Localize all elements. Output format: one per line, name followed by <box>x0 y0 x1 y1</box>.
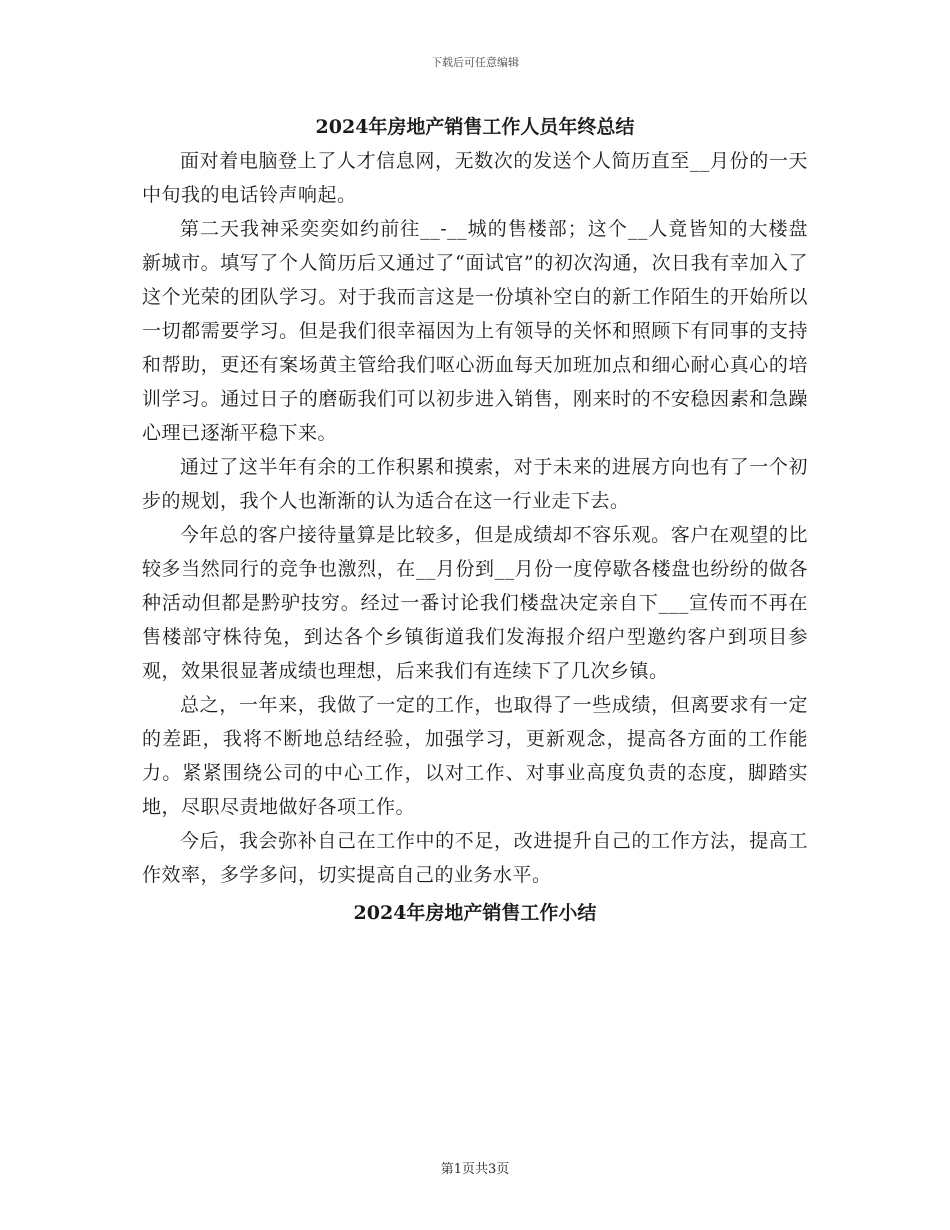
page-header-note: 下载后可任意编辑 <box>431 56 519 69</box>
paragraph-2: 第二天我神采奕奕如约前往__-__城的售楼部；这个__人竟皆知的大楼盘新城市。填写了个人简历后又通过了“面试官”的初次沟通，次日我有幸加入了这个光荣的团队学习。对于我而言这是一份填补空白的新工作陌生的开始所以一切都需要学习。但是我们很幸福因为上有领导的关怀和照顾下有同事的支持和帮助，更还有案场黄主管给我们呕心沥血每天加班加点和细心耐心真心的培训学习。通过日子的磨砺我们可以初步进入销售，刚来时的不安稳因素和急躁心理已逐渐平稳下来。 <box>142 218 808 444</box>
paragraph-6: 今后，我会弥补自己在工作中的不足，改进提升自己的工作方法，提高工作效率，多学多问，切实提高自己的业务水平。 <box>142 830 808 886</box>
section-subtitle: 2024年房地产销售工作小结 <box>353 902 597 924</box>
document-body <box>142 110 808 930</box>
paragraph-3: 通过了这半年有余的工作积累和摸索，对于未来的进展方向也有了一个初步的规划，我个人也渐渐的认为适合在这一行业走下去。 <box>142 456 808 512</box>
document-title: 2024年房地产销售工作人员年终总结 <box>315 116 635 138</box>
paragraph-1: 面对着电脑登上了人才信息网，无数次的发送个人简历直至__月份的一天中旬我的电话铃声响起。 <box>142 150 808 206</box>
paragraph-4: 今年总的客户接待量算是比较多，但是成绩却不容乐观。客户在观望的比较多当然同行的竞争也激烈，在__月份到__月份一度停歇各楼盘也纷纷的做各种活动但都是黔驴技穷。经过一番讨论我们楼盘决定亲自下___宣传而不再在售楼部守株待兔，到达各个乡镇街道我们发海报介绍户型邀约客户到项目参观，效果很显著成绩也理想，后来我们有连续下了几次乡镇。 <box>142 524 808 682</box>
paragraph-5: 总之，一年来，我做了一定的工作，也取得了一些成绩，但离要求有一定的差距，我将不断地总结经验，加强学习，更新观念，提高各方面的工作能力。紧紧围绕公司的中心工作，以对工作、对事业高度负责的态度，脚踏实地，尽职尽责地做好各项工作。 <box>142 694 808 818</box>
page-number: 第1页共3页 <box>440 1162 510 1177</box>
